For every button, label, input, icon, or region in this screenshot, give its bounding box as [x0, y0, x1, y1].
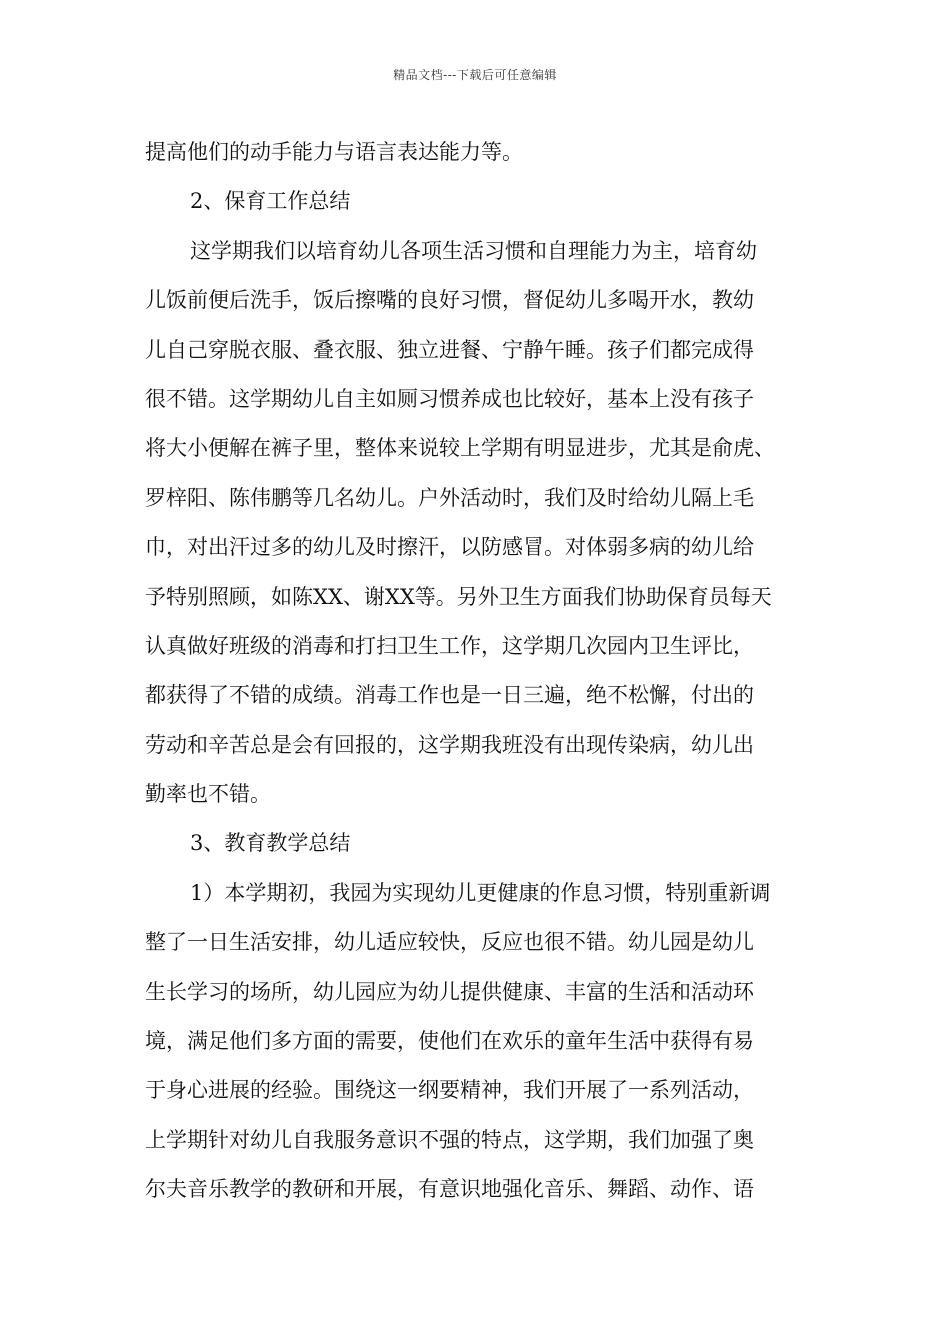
text-line: 儿饭前便后洗手，饭后擦嘴的良好习惯，督促幼儿多喝开水，教幼: [145, 288, 754, 313]
text-line: 认真做好班级的消毒和打扫卫生工作，这学期几次园内卫生评比，: [145, 633, 754, 658]
text-line: 尔夫音乐教学的教研和开展，有意识地强化音乐、舞蹈、动作、语: [145, 1177, 754, 1202]
text-line: 劳动和辛苦总是会有回报的，这学期我班没有出现传染病，幼儿出: [145, 732, 754, 757]
text-line: 予特别照顾，如陈XX、谢XX等。另外卫生方面我们协助保育员每天: [145, 584, 772, 609]
text-line: 整了一日生活安排，幼儿适应较快，反应也很不错。幼儿园是幼儿: [145, 930, 754, 955]
text-line: 巾，对出汗过多的幼儿及时擦汗，以防感冒。对体弱多病的幼儿给: [145, 535, 754, 560]
page-header: 精品文档---下载后可任意编辑: [393, 68, 557, 82]
text-line: 1）本学期初，我园为实现幼儿更健康的作息习惯，特别重新调: [190, 880, 771, 905]
text-line: 这学期我们以培育幼儿各项生活习惯和自理能力为主，培育幼: [190, 238, 757, 263]
text-line: 上学期针对幼儿自我服务意识不强的特点，这学期，我们加强了奥: [145, 1127, 754, 1152]
text-line: 提高他们的动手能力与语言表达能力等。: [145, 140, 523, 164]
text-line: 生长学习的场所，幼儿园应为幼儿提供健康、丰富的生活和活动环: [145, 979, 754, 1004]
text-line: 将大小便解在裤子里，整体来说较上学期有明显进步，尤其是俞虎、: [145, 436, 775, 461]
text-line: 很不错。这学期幼儿自主如厕习惯养成也比较好，基本上没有孩子: [145, 386, 754, 411]
text-line: 境，满足他们多方面的需要，使他们在欢乐的童年生活中获得有易: [145, 1029, 754, 1054]
text-line: 都获得了不错的成绩。消毒工作也是一日三遍，绝不松懈，付出的: [145, 683, 754, 708]
text-line: 勤率也不错。: [145, 782, 271, 807]
text-line: 儿自己穿脱衣服、叠衣服、独立进餐、宁静午睡。孩子们都完成得: [145, 337, 754, 362]
text-line: 罗梓阳、陈伟鹏等几名幼儿。户外活动时，我们及时给幼儿隔上毛: [145, 485, 754, 510]
text-line: 于身心进展的经验。围绕这一纲要精神，我们开展了一系列活动，: [145, 1078, 754, 1103]
text-line: 2、保育工作总结: [190, 189, 351, 214]
text-line: 3、教育教学总结: [190, 831, 351, 856]
document-body: [145, 128, 825, 1215]
